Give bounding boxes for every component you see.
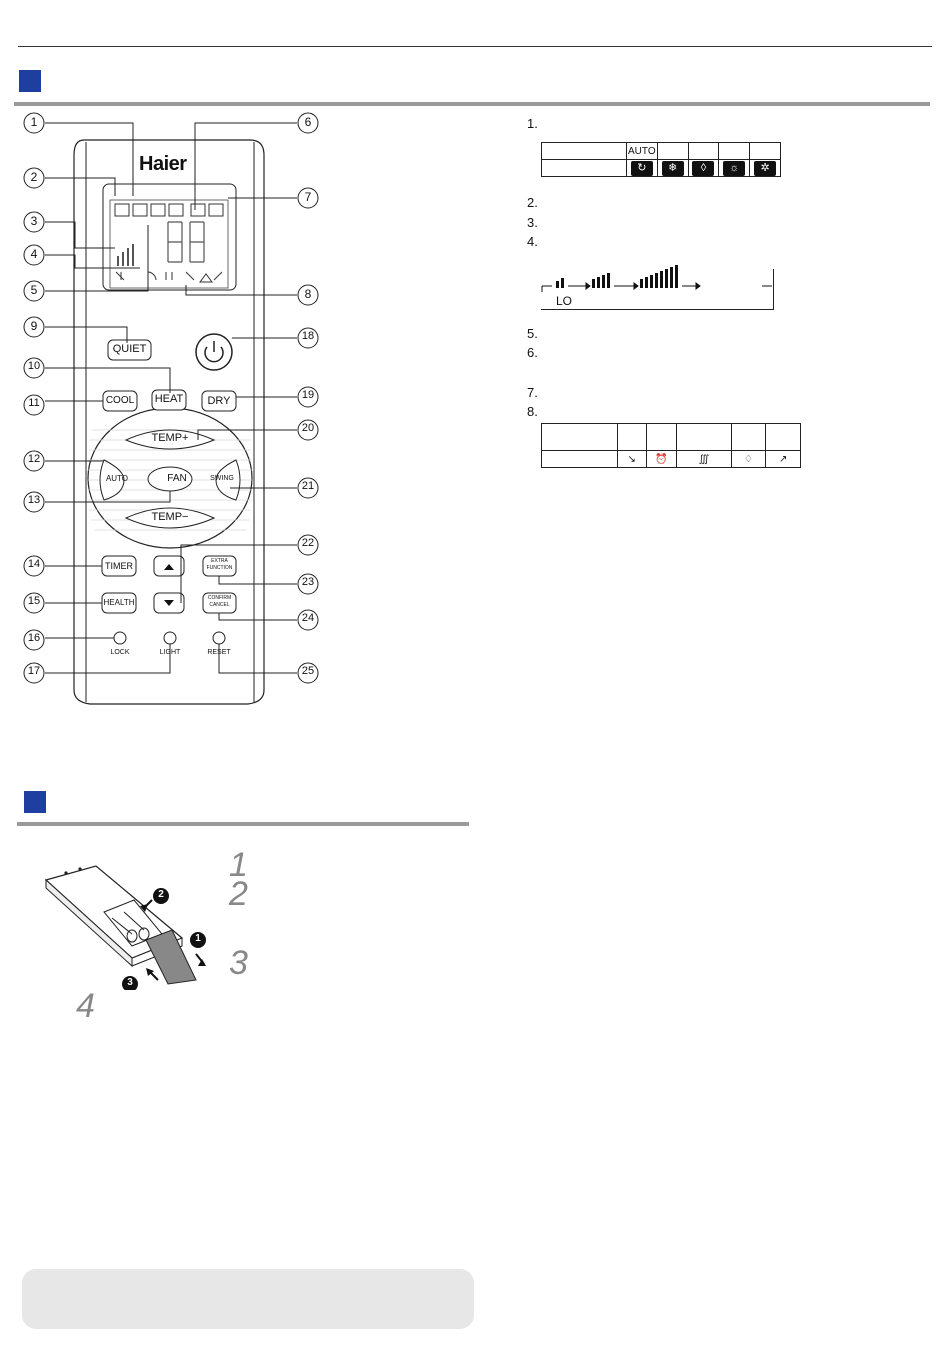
callout: 16	[27, 632, 41, 644]
callout: 12	[27, 453, 41, 465]
extra-function-label-1: EXTRA	[211, 558, 228, 564]
callout: 2	[30, 170, 38, 184]
health-button[interactable]: HEALTH	[103, 598, 135, 607]
mode-auto-header: AUTO	[626, 143, 657, 160]
callout: 3	[30, 214, 38, 228]
callout: 25	[301, 665, 315, 677]
callout: 8	[304, 287, 312, 301]
battery-marker: 3	[127, 977, 133, 988]
cool-button[interactable]: COOL	[105, 395, 135, 406]
dry-button[interactable]: DRY	[207, 395, 231, 407]
callout: 19	[301, 389, 315, 401]
sleep-icon: ↘	[617, 451, 646, 468]
callout: 6	[304, 115, 312, 129]
fan-speed-diagram	[540, 262, 780, 292]
cancel-label: CANCEL	[209, 602, 230, 608]
list-item: 5.	[527, 326, 538, 341]
battery-step-2: 2	[229, 875, 248, 913]
section-bar-battery	[17, 822, 469, 826]
timer-button[interactable]: TIMER	[105, 561, 133, 571]
extra-function-label-2: FUNCTION	[206, 565, 233, 571]
fan-button[interactable]: FAN	[167, 473, 187, 484]
list-item: 6.	[527, 345, 538, 360]
temp-minus-button[interactable]: TEMP−	[151, 511, 189, 523]
callout: 22	[301, 537, 315, 549]
battery-marker: 1	[195, 933, 201, 944]
callout: 21	[301, 480, 315, 492]
heat-button[interactable]: HEAT	[154, 393, 184, 405]
callout: 20	[301, 422, 315, 434]
turbo-icon: ↗	[766, 451, 801, 468]
top-rule	[18, 46, 932, 47]
confirm-label: CONFIRM	[207, 595, 232, 601]
timer-icon: ⏰	[646, 451, 677, 468]
quiet-button[interactable]: QUIET	[112, 343, 147, 355]
health-icon: ♢	[731, 451, 766, 468]
callout: 17	[27, 665, 41, 677]
confirm-cancel-button[interactable]	[203, 595, 236, 609]
callout: 4	[30, 247, 38, 261]
reset-button-label[interactable]: RESET	[207, 649, 231, 656]
callout: 1	[30, 115, 38, 129]
remote-diagram	[0, 105, 340, 725]
swing-button[interactable]: SWING	[210, 475, 234, 482]
extra-function-button[interactable]	[203, 558, 236, 572]
callout: 14	[27, 558, 41, 570]
list-item: 7.	[527, 385, 538, 400]
callout: 9	[30, 319, 38, 333]
callout: 5	[30, 283, 38, 297]
callout: 10	[27, 360, 41, 372]
callout: 18	[301, 330, 315, 342]
auto-mode-icon: ↻	[631, 161, 653, 176]
section-marker-remote	[19, 70, 41, 92]
callout: 11	[28, 397, 40, 409]
callout: 7	[304, 190, 312, 204]
list-item: 8.	[527, 404, 538, 419]
auto-button[interactable]: AUTO	[105, 474, 129, 483]
heat-mode-icon: ☼	[723, 161, 745, 176]
battery-step-4: 4	[76, 987, 95, 1025]
dry-mode-icon: ◊	[692, 161, 714, 176]
list-item: 4.	[527, 234, 538, 249]
callout: 15	[27, 595, 41, 607]
heater-icon: ∭	[677, 451, 731, 468]
lock-button-label[interactable]: LOCK	[110, 649, 130, 656]
callout: 13	[27, 494, 41, 506]
battery-step-1: 1	[229, 846, 248, 884]
note-box	[22, 1269, 474, 1329]
battery-install-diagram	[40, 860, 230, 990]
battery-step-3: 3	[229, 944, 248, 982]
brand-logo: Haier	[139, 153, 187, 175]
list-item: 1.	[527, 116, 538, 131]
light-button-label[interactable]: LIGHT	[159, 649, 181, 656]
fan-mode-icon: ✲	[754, 161, 776, 176]
temp-plus-button[interactable]: TEMP+	[151, 432, 189, 444]
callout: 24	[301, 612, 315, 624]
section-marker-battery	[24, 791, 46, 813]
function-icon-table	[541, 423, 801, 468]
callout: 23	[301, 576, 315, 588]
battery-marker: 2	[158, 889, 164, 900]
list-item: 3.	[527, 215, 538, 230]
list-item: 2.	[527, 195, 538, 210]
fan-speed-lo-label: LO	[556, 294, 573, 308]
cool-mode-icon: ❄	[662, 161, 684, 176]
mode-icon-table	[541, 142, 781, 177]
